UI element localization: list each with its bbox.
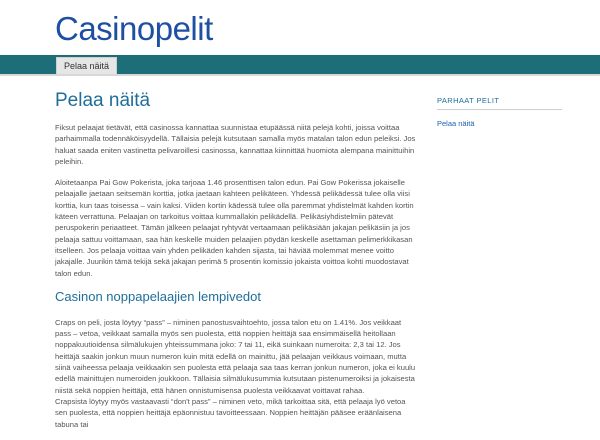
intro-paragraph: Fiksut pelaajat tietävät, että casinossa kannattaa suunnistaa etupäässä niitä pelejä kohti, joissa voittaa parhaimmalla todennäköisyydellä. Tällaisia pelejä kutsutaan samalla myös matalan talon edun peleiksi. Jos haluat saada eniten vastinetta pelivaroillesi casinossa, kannattaa kiinnittää huomiota alempana mainittuihin peleihin. [55,123,416,166]
main-nav [0,55,600,74]
page-title: Pelaa näitä [55,90,151,111]
nav-divider [0,74,600,76]
sidebar-heading: PARHAAT PELIT [437,96,562,110]
nav-item-pelaa-naita[interactable]: Pelaa näitä [56,57,117,74]
sidebar-link-pelaa-naita[interactable]: Pelaa näitä [437,119,475,128]
dont-pass-paragraph: Crapsista löytyy myös vastaavasti “don't pass” – niminen veto, mikä tarkoittaa sitä, että pelaaja lyö vetoa sen puolesta, että noppien heittäjä epäonnistuu tavoitteessaan. Noppien heittäjän pääsee eräänlaisena tabuna tai [55,396,406,429]
section-heading: Casinon noppapelaajien lempivedot [55,288,261,304]
craps-paragraph: Craps on peli, josta löytyy “pass” – niminen panostusvaihtoehto, jossa talon etu on 1.41%. Jos veikkaat pass – vetoa, veikkaat samalla myös sen puolesta, että noppien heittäjä saa ensimmäisellä heitollaan noppakuutioidensa silmälukujen yhteissummana joko: 7 tai 11, eikä suinkaan numeroita: 2,3 tai 12. Jos heittäjä saakin jonkun muun numeron kuin mitä edellä on mainittu, jää pelaajan veikkaus voimaan, mutta siinä vaiheessa pelaaja veikkaakin sen puolesta että pelaaja saa taas kerran jonkun numeron, joka ei kuulu edellä mainittujen numeroiden joukkoon. Tällaisia silmälukusummia kutsutaan pistenumeroiksi ja jokaisesta niistä sekä noppien heittäjä, että hänen onnistumisensa puolesta veikkaavat voittavat rahaa. [55,317,416,395]
main-content [55,90,417,440]
pai-gow-paragraph: Aloitetaanpa Pai Gow Pokerista, joka tarjoaa 1.46 prosenttisen talon edun. Pai Gow Pokerissa jokaiselle pelaajalle jaetaan seitsemän korttia, jotka jaetaan kahteen pelikäteen. Yhdessä pelikädessä tulee olla viisi korttia, kun taas toisessa – vain kaksi. Viiden kortin kädessä tulee olla paremmat yhdistelmät kahden kortin käteen verrattuna. Pelaajan on tarkoitus voittaa kummallakin pelikädellä. Pelikäsiyhdistelmiin pätevät peruspokerin periaatteet. Tämän jälkeen pelaajat ryhtyvät vertaamaan pelikäsiään jakajan pelikäsiin ja jos pelaaja sattuu voittamaan, saa hän keskelle muiden pelaajien pöydän keskelle asettaman pelimerkkikasan itselleen. Jos pelaaja voittaa vain yhden pelikäden kahden sijasta, tai häviää molemmat menee voitto jakajalle. Juurikin tämä tekijä sekä jakajan perimä 5 prosentin komissio jokaista voittoa kohti muodostavat talon edun. [55,178,414,278]
sidebar [437,96,562,128]
site-title[interactable]: Casinopelit [55,10,213,47]
